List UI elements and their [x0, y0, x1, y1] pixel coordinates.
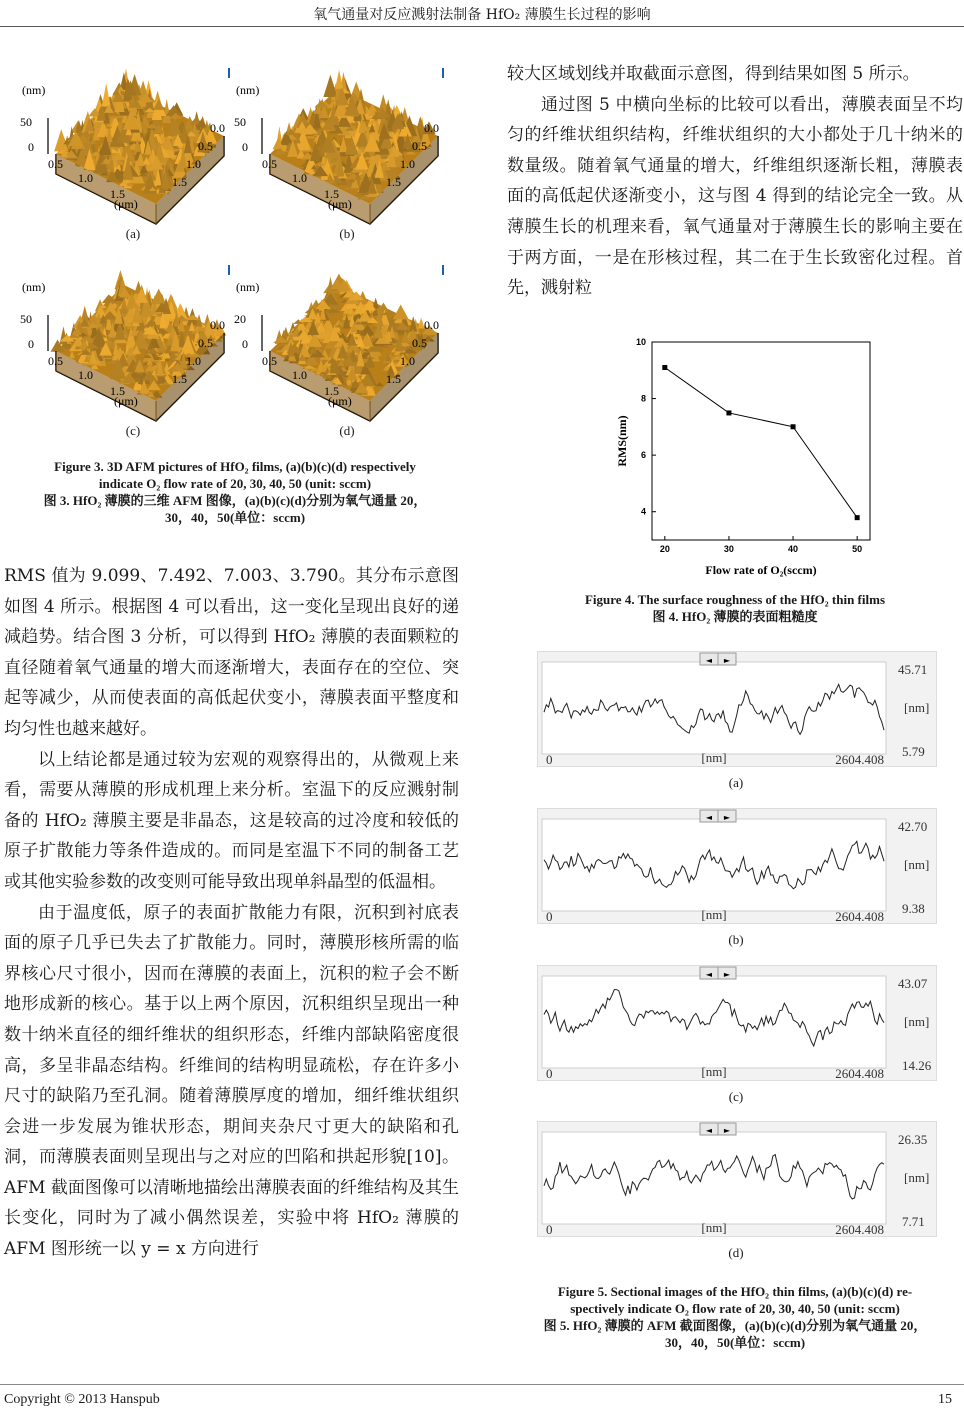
afm-z-unit: (nm)	[22, 280, 46, 294]
afm-xy-unit: (μm)	[114, 394, 138, 408]
running-header: 氧气通量对反应溅射法制备 HfO₂ 薄膜生长过程的影响	[313, 7, 651, 23]
figure-3-caption-cn-1: 图 3. HfO₂ 薄膜的三维 AFM 图像，(a)(b)(c)(d)分别为氧气通量 20，	[43, 493, 427, 508]
afm-colorbar-marker	[442, 265, 444, 275]
section-profile-svg	[538, 966, 936, 1080]
afm-z-tick-zero: 0	[28, 140, 34, 154]
afm-z-tick-zero: 0	[242, 337, 248, 351]
profile-y-min: 7.71	[902, 1214, 925, 1229]
afm-y-tick: 0.5	[412, 139, 427, 153]
profile-y-unit: [nm]	[904, 1014, 930, 1029]
figure-5-caption-en-1: Figure 5. Sectional images of the HfO₂ thin films, (a)(b)(c)(d) re-	[557, 1284, 913, 1299]
left-paragraph-3: 由于温度低，原子的表面扩散能力有限，沉积到衬底表面的原子几乎已失去了扩散能力。同时，薄膜形核所需的临界核心尺寸很小，因而在薄膜的表面上，沉积的粒子会不断地形成新的核心。基于以上两个原因，沉积组织呈现出一种数十纳米直径的细纤维状的组织形态，纤维内部缺陷密度很高，多呈非晶态结构。纤维间的结构明显疏松，存在许多小尺寸的缺陷乃至孔洞。随着薄膜厚度的增加，细纤维状组织会进一步发展为锥状形态，期间夹杂尺寸更大的缺陷和孔洞，而薄膜表面则呈现出与之对应的凹陷和拱起形貌[10]。AFM 截面图像可以清晰地描绘出薄膜表面的纤维结构及其生长变化，同时为了减小偶然误差，实验中将 HfO₂ 薄膜的 AFM 图形统一以 y = x 方向进行	[4, 902, 459, 1260]
nav-right-icon: ►	[723, 1126, 731, 1135]
profile-x-start: 0	[546, 909, 553, 923]
afm-panel-label: (b)	[339, 226, 355, 241]
afm-y-tick: 1.0	[186, 354, 201, 368]
profile-x-unit: [nm]	[701, 1220, 727, 1235]
right-column-text	[507, 59, 963, 304]
afm-y-tick: 0.0	[210, 121, 225, 135]
afm-x-tick: 1.5	[110, 187, 125, 201]
afm-y-tick: 1.5	[386, 372, 401, 386]
nav-left-icon: ◄	[705, 1126, 713, 1135]
y-tick-label: 6	[640, 450, 646, 461]
afm-y-tick: 0.0	[424, 121, 439, 135]
afm-z-tick-top: 50	[20, 312, 32, 326]
profile-x-start: 0	[546, 1222, 553, 1236]
section-profile-panel	[537, 1121, 937, 1237]
afm-x-tick: 0.5	[262, 354, 277, 368]
data-point	[662, 365, 667, 370]
afm-z-tick-top: 20	[234, 312, 246, 326]
nav-right-icon: ►	[723, 656, 731, 665]
profile-y-unit: [nm]	[904, 857, 930, 872]
figure-3-caption	[0, 458, 470, 526]
data-point	[791, 424, 796, 429]
figure-3-caption-cn-2: 30，40，50(单位：sccm)	[164, 510, 306, 525]
data-point	[726, 410, 731, 415]
profile-y-min: 9.38	[902, 901, 925, 916]
afm-y-tick: 1.0	[186, 157, 201, 171]
y-tick-label: 4	[640, 506, 646, 517]
left-paragraph-2: 以上结论都是通过较为宏观的观察得出的，从微观上来看，需要从薄膜的形成机理上来分析。室温下的反应溅射制备的 HfO₂ 薄膜主要是非晶态，这是较高的过冷度和较低的原子扩散能力等条件造成的。而同是室温下不同的制备工艺或其他实验参数的改变则可能导致出现单斜晶型的低温相。	[4, 749, 459, 892]
figure-3-caption-en-1: Figure 3. 3D AFM pictures of HfO₂ films, (a)(b)(c)(d) respectively	[54, 459, 416, 474]
profile-panel-label: (c)	[728, 1089, 744, 1104]
figure-3-caption-en-2: indicate O₂ flow rate of 20, 30, 40, 50 (unit: sccm)	[98, 476, 372, 491]
afm-x-tick: 1.0	[78, 368, 93, 382]
section-profile-svg	[538, 809, 936, 923]
afm-x-tick: 1.5	[324, 187, 339, 201]
profile-x-end: 2604.408	[835, 752, 884, 766]
y-tick-label: 8	[640, 393, 646, 404]
footer-copyright: Copyright © 2013 Hanspub	[4, 1392, 160, 1407]
afm-z-unit: (nm)	[22, 83, 46, 97]
profile-x-end: 2604.408	[835, 1066, 884, 1080]
afm-x-tick: 1.5	[324, 384, 339, 398]
afm-colorbar-marker	[442, 68, 444, 78]
chart-plot-frame	[652, 342, 870, 540]
profile-y-unit: [nm]	[904, 700, 930, 715]
afm-xy-unit: (μm)	[328, 394, 352, 408]
afm-panel-label: (d)	[339, 423, 355, 438]
afm-panel-label: (c)	[125, 423, 141, 438]
nav-right-icon: ►	[723, 970, 731, 979]
afm-x-tick: 1.5	[110, 384, 125, 398]
right-paragraph-1: 较大区域划线并取截面示意图，得到结果如图 5 所示。	[507, 64, 920, 84]
nav-right-icon: ►	[723, 813, 731, 822]
afm-panel-label: (a)	[125, 226, 141, 241]
x-tick-label: 50	[852, 544, 863, 554]
afm-y-tick: 1.5	[172, 372, 187, 386]
figure-4-caption	[507, 591, 963, 625]
profile-panel-label: (b)	[728, 932, 744, 947]
profile-nav[interactable]	[700, 1123, 736, 1135]
profile-y-max: 42.70	[898, 819, 928, 834]
afm-z-tick-zero: 0	[28, 337, 34, 351]
afm-y-tick: 1.5	[172, 175, 187, 189]
figure-4-caption-cn: 图 4. HfO₂ 薄膜的表面粗糙度	[652, 609, 818, 624]
afm-x-tick: 1.0	[292, 171, 307, 185]
footer-rule	[0, 1384, 964, 1385]
page-number: 15	[938, 1392, 952, 1407]
profile-panel-label: (d)	[728, 1245, 744, 1260]
figure-4-caption-en: Figure 4. The surface roughness of the HfO₂ thin films	[584, 592, 885, 607]
profile-y-min: 14.26	[902, 1058, 932, 1073]
data-point	[855, 515, 860, 520]
x-tick-label: 30	[723, 544, 734, 554]
y-tick-label: 10	[635, 337, 646, 347]
section-profile-svg	[538, 1122, 936, 1236]
figure-5-caption-en-2: spectively indicate O₂ flow rate of 20, 30, 40, 50 (unit: sccm)	[570, 1301, 900, 1316]
profile-y-max: 45.71	[898, 662, 928, 677]
x-tick-label: 40	[788, 544, 799, 554]
section-profile-svg	[538, 652, 936, 766]
afm-x-tick: 1.0	[78, 171, 93, 185]
header-rule	[0, 26, 964, 27]
section-profile-panel	[537, 651, 937, 767]
afm-z-tick-top: 50	[20, 115, 32, 129]
profile-y-unit: [nm]	[904, 1170, 930, 1185]
nav-left-icon: ◄	[705, 656, 713, 665]
profile-x-unit: [nm]	[701, 750, 727, 765]
series-line	[665, 367, 857, 517]
profile-y-max: 43.07	[898, 976, 928, 991]
afm-z-tick-zero: 0	[242, 140, 248, 154]
profile-y-max: 26.35	[898, 1132, 928, 1147]
nav-left-icon: ◄	[705, 813, 713, 822]
profile-nav[interactable]	[700, 653, 736, 665]
nav-left-icon: ◄	[705, 970, 713, 979]
afm-y-tick: 0.5	[198, 139, 213, 153]
afm-xy-unit: (μm)	[328, 197, 352, 211]
figure-5-caption-cn-2: 30，40，50(单位：sccm)	[664, 1335, 806, 1350]
profile-nav[interactable]	[700, 810, 736, 822]
x-tick-label: 20	[659, 544, 670, 554]
profile-x-unit: [nm]	[701, 907, 727, 922]
x-axis-label: Flow rate of O₂(sccm)	[705, 563, 817, 577]
profile-plot-area	[542, 662, 886, 754]
right-paragraph-2: 通过图 5 中横向坐标的比较可以看出，薄膜表面呈不均匀的纤维状组织结构，纤维状组织的大小都处于几十纳米的数量级。随着氧气通量的增大，纤维组织逐渐长粗，薄膜表面的高低起伏逐渐变小，这与图 4 得到的结论完全一致。从薄膜生长的机理来看，氧气通量对于薄膜生长的影响主要在于两方面，一是在形核过程，其二在于生长致密化过程。首先，溅射粒	[507, 94, 963, 299]
afm-x-tick: 0.5	[48, 354, 63, 368]
left-column-text	[4, 561, 459, 1265]
afm-x-tick: 0.5	[262, 157, 277, 171]
profile-x-end: 2604.408	[835, 1222, 884, 1236]
profile-x-end: 2604.408	[835, 909, 884, 923]
profile-plot-area	[542, 1132, 886, 1224]
profile-nav[interactable]	[700, 967, 736, 979]
afm-z-tick-top: 50	[234, 115, 246, 129]
profile-y-min: 5.79	[902, 744, 925, 759]
afm-x-tick: 0.5	[48, 157, 63, 171]
afm-y-tick: 0.0	[210, 318, 225, 332]
profile-x-unit: [nm]	[701, 1064, 727, 1079]
afm-y-tick: 1.0	[400, 354, 415, 368]
profile-x-start: 0	[546, 752, 553, 766]
profile-plot-area	[542, 819, 886, 911]
afm-y-tick: 1.0	[400, 157, 415, 171]
afm-z-unit: (nm)	[236, 280, 260, 294]
afm-x-tick: 1.0	[292, 368, 307, 382]
profile-panel-label: (a)	[728, 775, 744, 790]
section-profile-panel	[537, 965, 937, 1081]
afm-y-tick: 0.5	[198, 336, 213, 350]
afm-xy-unit: (μm)	[114, 197, 138, 211]
figure-5-caption-cn-1: 图 5. HfO₂ 薄膜的 AFM 截面图像，(a)(b)(c)(d)分别为氧气通量 20，	[543, 1318, 927, 1333]
profile-x-start: 0	[546, 1066, 553, 1080]
left-paragraph-1: RMS 值为 9.099、7.492、7.003、3.790。其分布示意图如图 4 所示。根据图 4 可以看出，这一变化呈现出良好的递减趋势。结合图 3 分析，可以得到 HfO₂ 薄膜的表面颗粒的直径随着氧气通量的增大而逐渐增大，表面存在的空位、突起等减少，从而使表面的高低起伏变小，薄膜表面平整度和均匀性也越来越好。	[4, 566, 459, 739]
afm-z-unit: (nm)	[236, 83, 260, 97]
y-axis-label: RMS(nm)	[615, 415, 629, 467]
afm-y-tick: 0.5	[412, 336, 427, 350]
figure-4-chart	[590, 330, 890, 580]
afm-y-tick: 0.0	[424, 318, 439, 332]
section-profile-panel	[537, 808, 937, 924]
afm-y-tick: 1.5	[386, 175, 401, 189]
figure-5-caption	[507, 1283, 963, 1351]
